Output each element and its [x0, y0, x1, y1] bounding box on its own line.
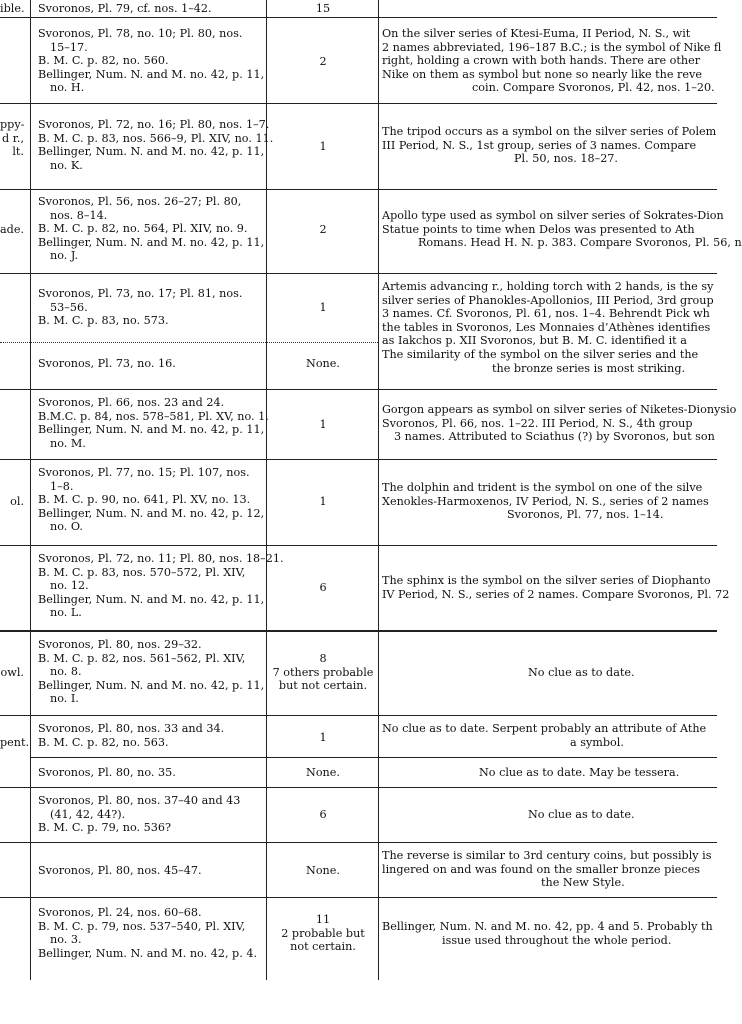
- row-divider-dotted: [0, 342, 378, 343]
- reference-line: B.M.C. p. 84, nos. 578–581, Pl. XV, no. 1.: [38, 409, 269, 423]
- column-rule: [30, 0, 31, 980]
- reference-line: Svoronos, Pl. 24, nos. 60–68.: [38, 906, 202, 919]
- references-cell: [38, 2, 270, 16]
- note-line: III Period, N. S., 1st group, series of 3 names. Compare: [382, 138, 697, 152]
- count-cell: 2: [319, 55, 327, 68]
- reference-line: Bellinger, Num. N. and M. no. 42, p. 12,: [38, 506, 265, 520]
- reference-line: no. M.: [50, 436, 86, 450]
- description-text: lt.: [12, 145, 24, 159]
- column-rule: [378, 0, 379, 980]
- references-cell: [38, 27, 270, 95]
- reference-line: Svoronos, Pl. 80, no. 35.: [38, 766, 176, 779]
- reference-line: Bellinger, Num. N. and M. no. 42, p. 11,: [38, 235, 265, 249]
- note-line: 3 names. Attributed to Sciathus (?) by Svoronos, but son: [394, 430, 715, 444]
- note-line: No clue as to date.: [528, 666, 635, 679]
- row-divider: [0, 189, 717, 190]
- reference-line: Svoronos, Pl. 80, nos. 33 and 34.: [38, 722, 225, 735]
- notes-cell: [382, 808, 727, 822]
- row-divider: [0, 389, 717, 390]
- reference-line: Svoronos, Pl. 78, no. 10; Pl. 80, nos.: [38, 27, 243, 40]
- reference-line: Svoronos, Pl. 80, nos. 29–32.: [38, 638, 202, 651]
- note-line: Gorgon appears as symbol on silver series of Niketes-Dionysio: [382, 403, 737, 416]
- note-line: Romans. Head H. N. p. 383. Compare Svoronos, Pl. 56, n: [418, 236, 742, 250]
- notes-cell: [382, 766, 727, 780]
- reference-line: Svoronos, Pl. 73, no. 16.: [38, 357, 176, 370]
- reference-line: nos. 8–14.: [50, 208, 108, 222]
- note-line: silver series of Phanokles-Apollonios, III Period, 3rd group: [382, 293, 714, 307]
- description-cell: [0, 495, 26, 509]
- notes-cell: [382, 280, 727, 375]
- references-cell: [38, 466, 270, 534]
- reference-line: B. M. C. p. 90, no. 641, Pl. XV, no. 13.: [38, 493, 251, 507]
- note-line: Xenokles-Harmoxenos, IV Period, N. S., series of 2 names: [382, 494, 709, 508]
- reference-line: Bellinger, Num. N. and M. no. 42, p. 11,: [38, 145, 265, 159]
- note-line: 3 names. Cf. Svoronos, Pl. 61, nos. 1–4. Behrendt Pick wh: [382, 307, 710, 321]
- reference-line: B. M. C. p. 82, no. 560.: [38, 54, 169, 68]
- reference-line: 53–56.: [50, 300, 88, 314]
- description-cell: [0, 223, 26, 237]
- count-line: 11: [315, 913, 331, 926]
- row-divider: [0, 273, 717, 274]
- reference-line: no. K.: [50, 158, 83, 172]
- count-line: but not certain.: [278, 679, 368, 693]
- reference-line: Svoronos, Pl. 80, nos. 45–47.: [38, 864, 202, 877]
- count-cell: 1: [319, 418, 327, 431]
- note-line: The sphinx is the symbol on the silver series of Diophanto: [382, 574, 711, 587]
- count-cell: 1: [319, 495, 327, 508]
- count-line: 8: [319, 652, 327, 665]
- references-cell: [38, 864, 270, 878]
- note-line: coin. Compare Svoronos, Pl. 42, nos. 1–20.: [472, 81, 715, 95]
- description-text: ppy-: [0, 118, 25, 131]
- description-cell: [0, 666, 26, 680]
- note-line: Svoronos, Pl. 66, nos. 1–22. III Period, N. S., 4th group: [382, 416, 693, 430]
- reference-line: no. 12.: [50, 579, 89, 593]
- references-cell: [38, 906, 270, 960]
- reference-line: B. M. C. p. 83, no. 573.: [38, 314, 169, 328]
- note-line: 2 names abbreviated, 196–187 B.C.; is the symbol of Nike fl: [382, 40, 722, 54]
- note-line: The reverse is similar to 3rd century coins, but possibly is: [382, 849, 712, 862]
- reference-line: Svoronos, Pl. 77, no. 15; Pl. 107, nos.: [38, 466, 250, 479]
- references-cell: [38, 552, 284, 620]
- note-line: The dolphin and trident is the symbol on one of the silve: [382, 481, 703, 494]
- note-line: lingered on and was found on the smaller bronze pieces: [382, 862, 701, 876]
- reference-line: 1–8.: [50, 479, 74, 493]
- description-text: owl.: [0, 666, 24, 679]
- notes-cell: [382, 666, 727, 680]
- reference-line: no. L.: [50, 606, 82, 620]
- note-line: No clue as to date.: [528, 808, 635, 821]
- description-cell: [0, 118, 26, 159]
- reference-line: Svoronos, Pl. 80, nos. 37–40 and 43: [38, 794, 241, 807]
- reference-line: B. M. C. p. 79, nos. 537–540, Pl. XIV,: [38, 919, 246, 933]
- reference-line: B. M. C. p. 79, no. 536?: [38, 821, 172, 835]
- note-line: Bellinger, Num. N. and M. no. 42, pp. 4 and 5. Probably th: [382, 920, 713, 933]
- notes-cell: [382, 125, 727, 166]
- reference-line: (41, 42, 44?).: [50, 807, 126, 821]
- reference-line: Svoronos, Pl. 56, nos. 26–27; Pl. 80,: [38, 195, 242, 208]
- count-cell: None.: [306, 766, 340, 779]
- notes-cell: [382, 574, 730, 601]
- count-cell: 1: [319, 301, 327, 314]
- reference-line: 15–17.: [50, 40, 88, 54]
- reference-line: no. 8.: [50, 665, 82, 679]
- count-cell: None.: [306, 864, 340, 877]
- reference-line: Svoronos, Pl. 79, cf. nos. 1–42.: [38, 2, 212, 15]
- note-line: Statue points to time when Delos was presented to Ath: [382, 222, 695, 236]
- note-line: Nike on them as symbol but none so nearly like the reve: [382, 67, 702, 81]
- notes-cell: [382, 722, 727, 749]
- note-line: No clue as to date. Serpent probably an attribute of Athe: [382, 722, 707, 735]
- reference-line: B. M. C. p. 82, nos. 561–562, Pl. XIV,: [38, 651, 246, 665]
- notes-cell: [382, 27, 727, 95]
- note-line: a symbol.: [570, 735, 624, 749]
- count-line: 2 probable but: [281, 926, 365, 940]
- reference-line: no. J.: [50, 249, 79, 263]
- references-cell: [38, 396, 270, 450]
- row-divider: [0, 787, 717, 788]
- reference-line: B. M. C. p. 83, nos. 570–572, Pl. XIV,: [38, 565, 246, 579]
- reference-line: Svoronos, Pl. 73, no. 17; Pl. 81, nos.: [38, 287, 243, 300]
- count-cell: 6: [319, 581, 327, 594]
- note-line: The similarity of the symbol on the silver series and the: [382, 347, 699, 361]
- notes-cell: [382, 209, 742, 250]
- note-line: Apollo type used as symbol on silver series of Sokrates-Dion: [382, 209, 724, 222]
- note-line: IV Period, N. S., series of 2 names. Compare Svoronos, Pl. 72: [382, 587, 730, 601]
- references-cell: [38, 766, 270, 780]
- count-cell: 2: [319, 223, 327, 236]
- references-cell: [38, 357, 270, 371]
- references-cell: [38, 794, 270, 835]
- references-cell: [38, 638, 270, 706]
- description-text: d r.,: [2, 131, 24, 145]
- reference-line: Bellinger, Num. N. and M. no. 42, p. 11,: [38, 67, 265, 81]
- references-cell: [38, 195, 270, 263]
- count-cell: [268, 652, 378, 693]
- reference-line: no. O.: [50, 520, 83, 534]
- references-cell: [38, 287, 270, 328]
- row-divider: [30, 757, 717, 758]
- reference-line: Bellinger, Num. N. and M. no. 42, p. 11,: [38, 423, 265, 437]
- note-line: Pl. 50, nos. 18–27.: [514, 152, 618, 166]
- row-divider: [0, 715, 717, 716]
- reference-line: Bellinger, Num. N. and M. no. 42, p. 4.: [38, 946, 258, 960]
- note-line: as Iakchos p. XII Svoronos, but B. M. C. identified it a: [382, 334, 687, 348]
- references-cell: [38, 722, 270, 749]
- row-divider: [0, 842, 717, 843]
- count-line: 7 others probable: [272, 665, 374, 679]
- row-divider: [0, 103, 717, 104]
- reference-line: Bellinger, Num. N. and M. no. 42, p. 11,: [38, 678, 265, 692]
- count-cell: 6: [319, 808, 327, 821]
- reference-line: Svoronos, Pl. 66, nos. 23 and 24.: [38, 396, 225, 409]
- row-divider: [0, 545, 717, 546]
- reference-line: no. H.: [50, 81, 85, 95]
- count-cell: 15: [315, 2, 331, 15]
- note-line: The tripod occurs as a symbol on the silver series of Polem: [382, 125, 717, 138]
- count-cell: 1: [319, 731, 327, 744]
- row-divider: [0, 459, 717, 460]
- description-text: ol.: [10, 495, 24, 508]
- row-divider: [0, 897, 717, 898]
- note-line: the New Style.: [541, 876, 625, 890]
- notes-cell: [382, 481, 727, 522]
- reference-line: B. M. C. p. 83, nos. 566–9, Pl. XIV, no. 11.: [38, 131, 274, 145]
- reference-line: B. M. C. p. 82, no. 563.: [38, 735, 169, 749]
- count-line: not certain.: [290, 940, 356, 954]
- reference-line: Svoronos, Pl. 72, no. 11; Pl. 80, nos. 18–21.: [38, 552, 284, 565]
- references-cell: [38, 118, 274, 172]
- description-cell: [0, 736, 30, 750]
- notes-cell: [382, 849, 727, 890]
- note-line: issue used throughout the whole period.: [442, 933, 672, 947]
- note-line: No clue as to date. May be tessera.: [479, 766, 680, 779]
- note-line: the tables in Svoronos, Les Monnaies d’Athènes identifies: [382, 320, 711, 334]
- count-cell: 1: [319, 140, 327, 153]
- note-line: On the silver series of Ktesi-Euma, II Period, N. S., wit: [382, 27, 691, 40]
- count-cell: [268, 913, 378, 954]
- reference-line: B. M. C. p. 82, no. 564, Pl. XIV, no. 9.: [38, 222, 248, 236]
- row-divider: [0, 17, 717, 18]
- description-cell: [0, 2, 26, 16]
- row-divider: [0, 630, 717, 632]
- description-text: ade.: [0, 223, 25, 236]
- description-text: ible.: [0, 2, 25, 15]
- description-text: pent.: [0, 736, 30, 749]
- reference-line: no. I.: [50, 692, 79, 706]
- notes-cell: [382, 920, 727, 947]
- note-line: right, holding a crown with both hands. There are other: [382, 54, 701, 68]
- note-line: Svoronos, Pl. 77, nos. 1–14.: [507, 508, 664, 522]
- reference-line: Svoronos, Pl. 72, no. 16; Pl. 80, nos. 1–7.: [38, 118, 270, 131]
- reference-line: no. 3.: [50, 933, 82, 947]
- notes-cell: [382, 403, 737, 444]
- reference-line: Bellinger, Num. N. and M. no. 42, p. 11,: [38, 592, 265, 606]
- note-line: the bronze series is most striking.: [492, 361, 686, 375]
- count-cell: None.: [306, 357, 340, 370]
- note-line: Artemis advancing r., holding torch with 2 hands, is the sy: [382, 280, 714, 293]
